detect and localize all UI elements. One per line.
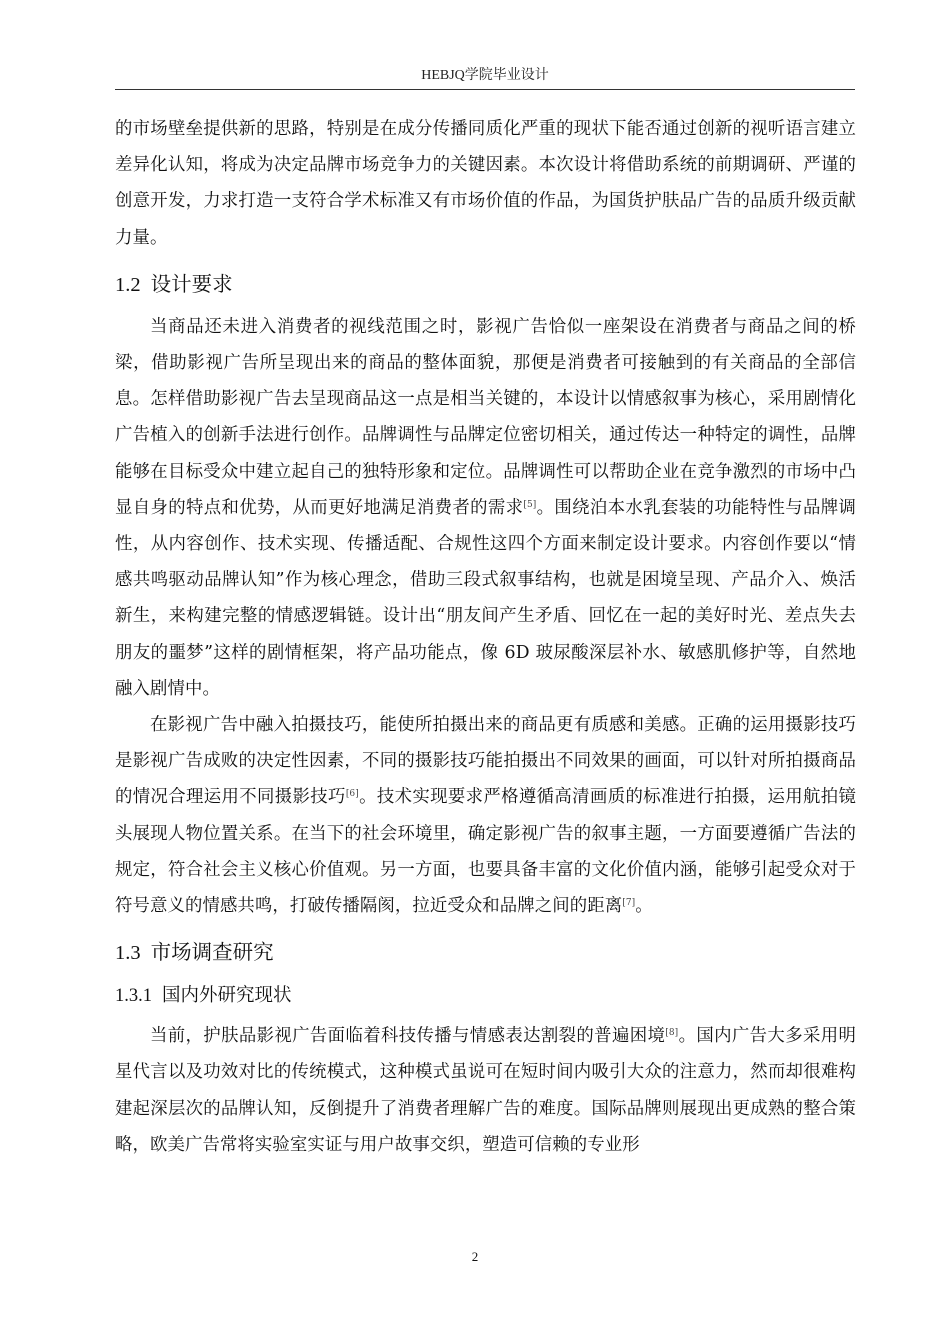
citation-ref: [6] — [345, 789, 359, 800]
page-header: HEBJQ学院毕业设计 — [421, 68, 549, 83]
page-number: 2 — [471, 1249, 479, 1264]
paragraph-continuation: 的市场壁垒提供新的思路，特别是在成分传播同质化严重的现状下能否通过创新的视听语言建立差异化认知，将成为决定品牌市场竞争力的关键因素。本次设计将借助系统的前期调研、严谨的创意开发，力求打造一支符合学术标准又有市场价值的作品，为国货护肤品广告的品质升级贡献力量。 — [115, 119, 856, 248]
paragraph-text: 在影视广告中融入拍摄技巧，能使所拍摄出来的商品更有质感和美感。正确的运用摄影技巧是影视广告成败的决定性因素，不同的摄影技巧能拍摄出不同效果的画面，可以针对所拍摄商品的情况合理运用不同摄影技巧 — [115, 715, 856, 808]
paragraph-design-requirements-1 — [115, 309, 856, 707]
header-divider — [115, 89, 855, 90]
subsection-title: 国内外研究现状 — [162, 985, 292, 1007]
subsection-heading-1-3-1 — [115, 980, 856, 1012]
section-number: 1.2 — [115, 273, 141, 296]
section-heading-1-2 — [115, 267, 856, 302]
citation-ref: [5] — [523, 499, 537, 510]
paragraph-design-requirements-2 — [115, 707, 856, 924]
section-title: 设计要求 — [150, 271, 233, 296]
paragraph-text: 。围绕泊本水乳套装的功能特性与品牌调性，从内容创作、技术实现、传播适配、合规性这四个方面来制定设计要求。内容创作要以“情感共鸣驱动品牌认知”作为核心理念，借助三段式叙事结构，也就是困境呈现、产品介入、焕活新生，来构建完整的情感逻辑链。设计出“朋友间产生矛盾、回忆在一起的美好时光、差点失去朋友的噩梦”这样的剧情框架，将产品功能点，像 6D 玻尿酸深层补水、敏感肌修护等，自然地融入剧情中。 — [115, 497, 856, 699]
paragraph-text: 。国内广告大多采用明星代言以及功效对比的传统模式，这种模式虽说可在短时间内吸引大众的注意力，然而却很难构建起深层次的品牌认知，反倒提升了消费者理解广告的难度。国际品牌则展现出更成熟的整合策略，欧美广告常将实验室实证与用户故事交织，塑造可信赖的专业形 — [115, 1026, 856, 1155]
paragraph-text: 。 — [635, 896, 653, 917]
paragraph-text: 当商品还未进入消费者的视线范围之时，影视广告恰似一座架设在消费者与商品之间的桥梁，借助影视广告所呈现出来的商品的整体面貌，那便是消费者可接触到的有关商品的全部信息。怎样借助影视广告去呈现商品这一点是相当关键的，本设计以情感叙事为核心，采用剧情化广告植入的创新手法进行创作。品牌调性与品牌定位密切相关，通过传达一种特定的调性，品牌能够在目标受众中建立起自己的独特形象和定位。品牌调性可以帮助企业在竞争激烈的市场中凸显自身的特点和优势，从而更好地满足消费者的需求 — [115, 316, 856, 518]
citation-ref: [8] — [665, 1028, 679, 1039]
section-heading-1-3 — [115, 935, 856, 970]
document-body — [115, 111, 856, 1163]
paragraph-text: 。技术实现要求严格遵循高清画质的标准进行拍摄，运用航拍镜头展现人物位置关系。在当下的社会环境里，确定影视广告的叙事主题，一方面要遵循广告法的规定，符合社会主义核心价值观。另一方面，也要具备丰富的文化价值内涵，能够引起受众对于符号意义的情感共鸣，打破传播隔阂，拉近受众和品牌之间的距离 — [115, 787, 856, 917]
paragraph-text: 当前，护肤品影视广告面临着科技传播与情感表达割裂的普遍困境 — [150, 1026, 666, 1047]
subsection-number: 1.3.1 — [115, 986, 152, 1007]
paragraph-research-status — [115, 1018, 856, 1163]
section-number: 1.3 — [115, 942, 141, 965]
section-title: 市场调查研究 — [150, 940, 274, 965]
citation-ref: [7] — [622, 898, 636, 909]
